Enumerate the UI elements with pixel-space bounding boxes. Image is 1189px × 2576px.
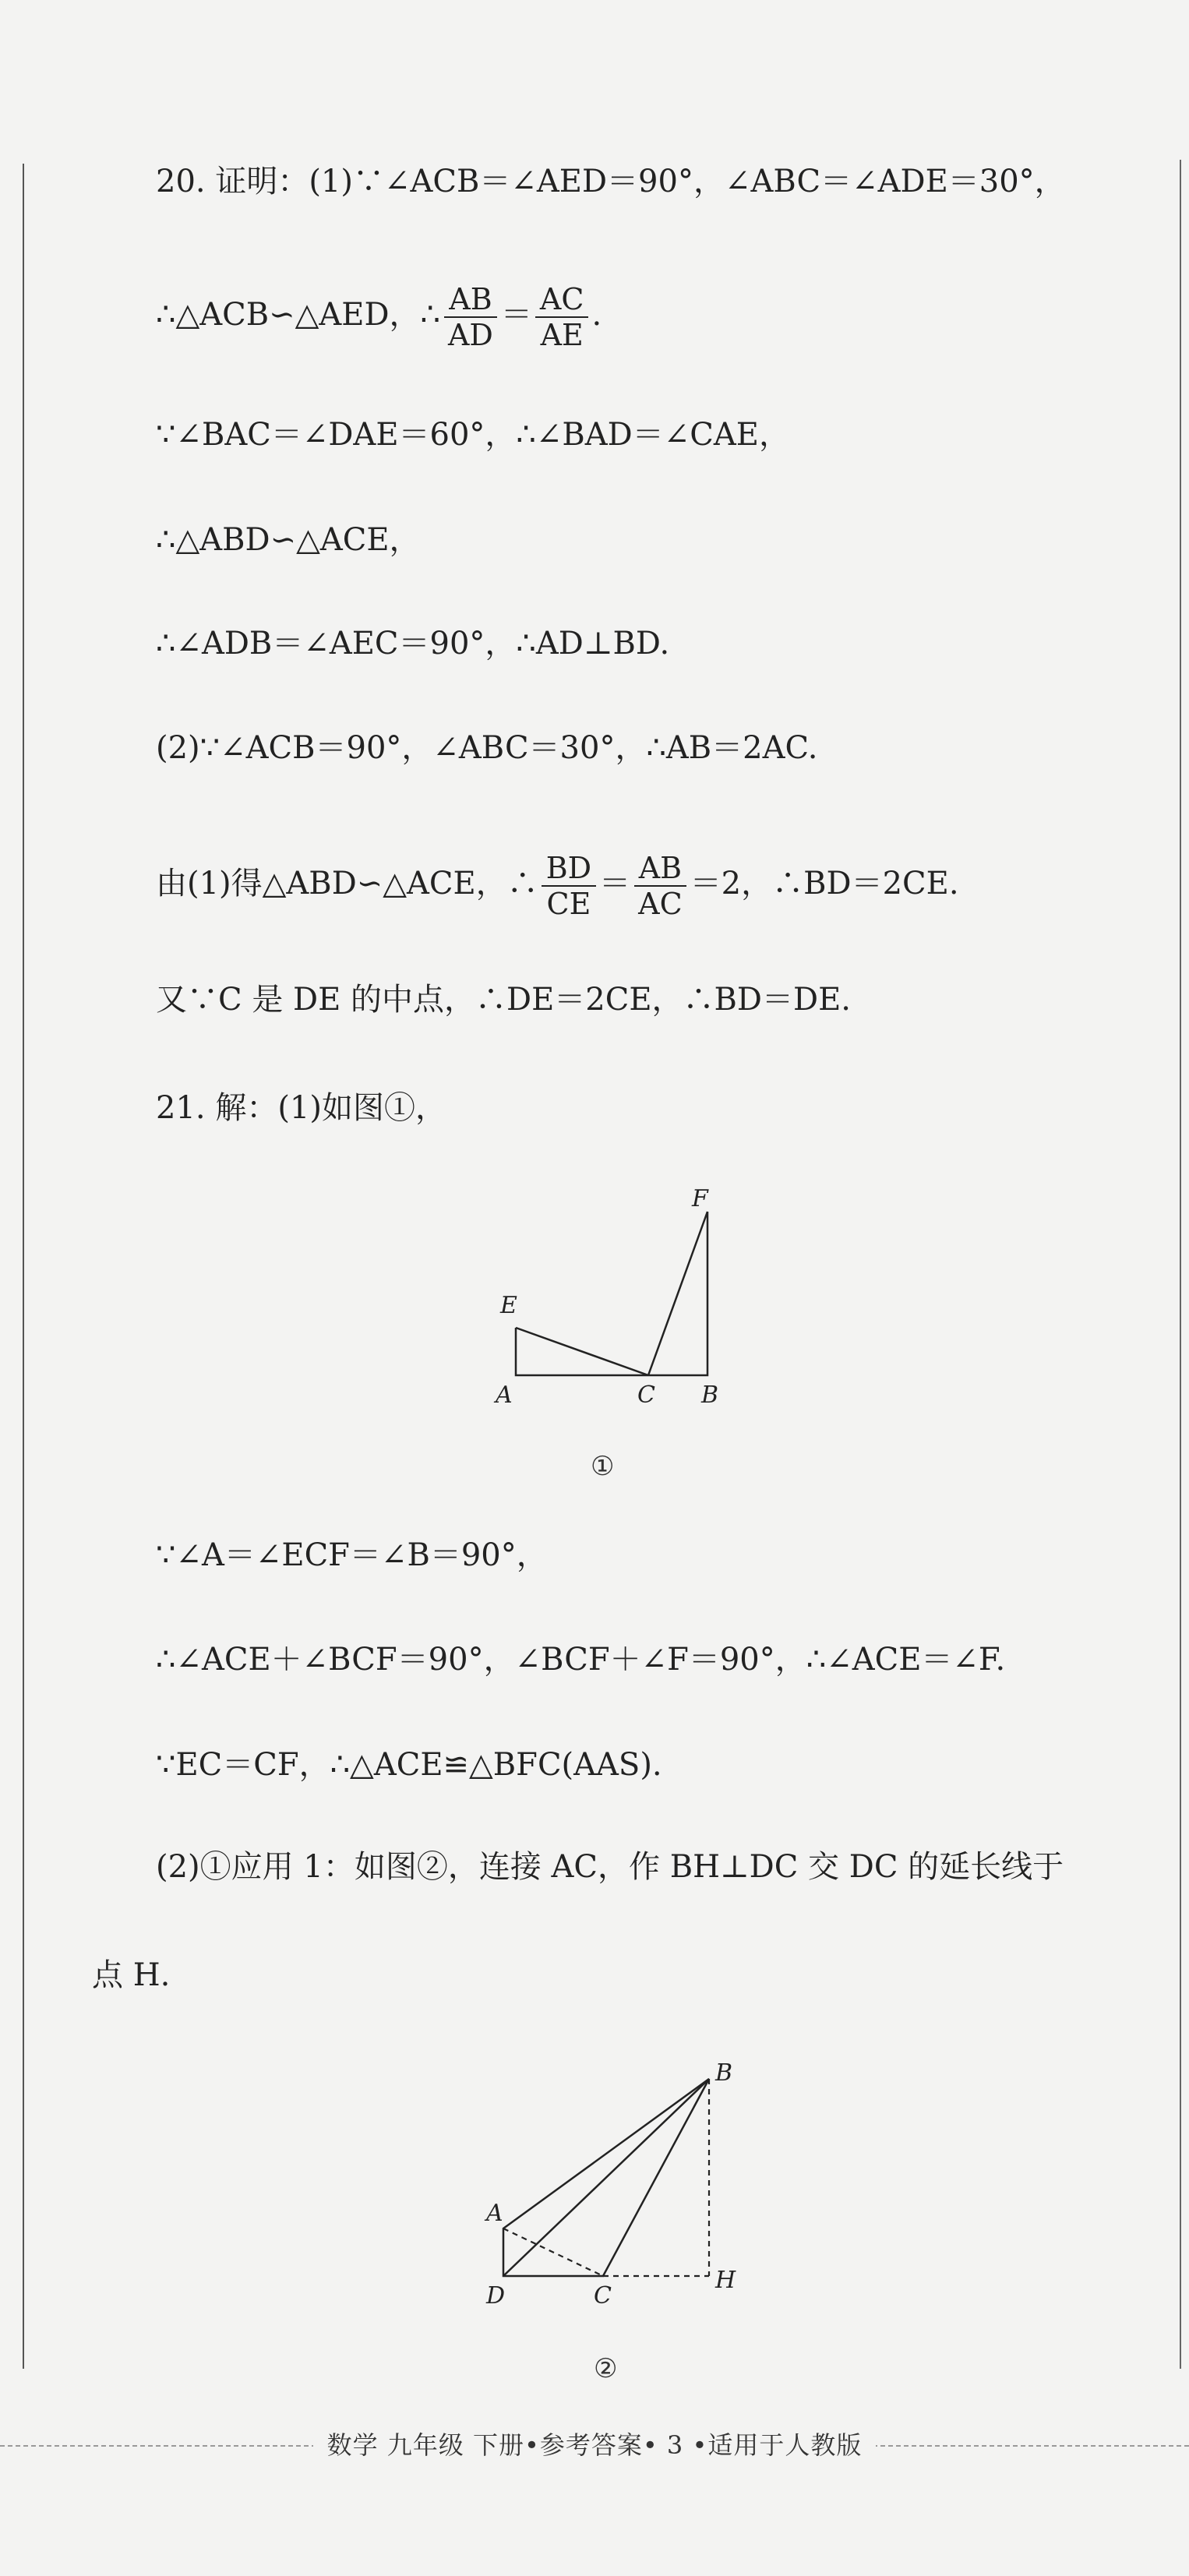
label-d: D: [486, 2282, 506, 2306]
numerator: AB: [634, 851, 686, 887]
right-margin-line: [1180, 160, 1181, 2369]
fraction-ab-ad: [443, 282, 498, 352]
numerator: AB: [444, 282, 496, 318]
fraction-ac-ae: [535, 282, 589, 352]
denominator: AE: [540, 318, 584, 352]
equals-sign: ＝: [599, 866, 631, 902]
solution-line-14: 点 H.: [92, 1957, 171, 1993]
proof-line-7: [156, 851, 959, 921]
solution-line-21: 21. 解：(1)如图①，: [156, 1090, 446, 1126]
left-margin-line: [23, 164, 24, 2369]
solution-line-13: (2)①应用 1：如图②，连接 AC，作 BH⊥DC 交 DC 的延长线于: [156, 1849, 1064, 1885]
segment-ec: [516, 1328, 648, 1375]
footer-text: 数学 九年级 下册•参考答案• 3 •适用于人教版: [313, 2430, 877, 2460]
fraction-bd-ce: [542, 851, 596, 921]
figure-1: [483, 1180, 732, 1417]
solution-line-12: ∵EC＝CF，∴△ACE≌△BFC(AAS).: [156, 1747, 662, 1783]
numerator: AC: [535, 282, 589, 318]
page-footer: [0, 2423, 1189, 2467]
proof-line-6: (2)∵∠ACB＝90°，∠ABC＝30°，∴AB＝2AC.: [156, 730, 818, 766]
solution-line-11: ∴∠ACE＋∠BCF＝90°，∠BCF＋∠F＝90°，∴∠ACE＝∠F.: [156, 1642, 1006, 1678]
fraction-ab-ac: [633, 851, 687, 921]
label-c: C: [594, 2282, 612, 2306]
proof-line-8: 又∵C 是 DE 的中点，∴DE＝2CE，∴BD＝DE.: [156, 982, 851, 1018]
denominator: CE: [546, 887, 591, 921]
segment-ac-dashed: [503, 2228, 603, 2276]
denominator: AD: [447, 318, 493, 352]
proof-line-7-tail: ＝2，∴BD＝2CE.: [690, 866, 959, 902]
equals-sign: ＝: [500, 297, 532, 333]
label-c: C: [637, 1382, 655, 1409]
proof-line-3: ∵∠BAC＝∠DAE＝60°，∴∠BAD＝∠CAE，: [156, 417, 790, 453]
proof-line-4: ∴△ABD∽△ACE，: [156, 522, 421, 558]
figure-1-caption: ①: [591, 1451, 615, 1482]
period: .: [591, 297, 602, 333]
proof-line-7-text: 由(1)得△ABD∽△ACE，∴: [156, 866, 538, 902]
numerator: BD: [542, 851, 596, 887]
segment-db: [503, 2079, 709, 2276]
solution-line-10: ∵∠A＝∠ECF＝∠B＝90°，: [156, 1537, 548, 1573]
segment-cf: [648, 1212, 707, 1375]
figure-2-caption: ②: [594, 2353, 618, 2384]
proof-line-2-text: ∴△ACB∽△AED，∴: [156, 297, 440, 333]
figure-2: [467, 2049, 764, 2310]
label-f: F: [692, 1185, 708, 1212]
label-b: B: [715, 2059, 733, 2087]
label-h: H: [715, 2267, 736, 2294]
label-e: E: [500, 1292, 517, 1319]
label-b: B: [701, 1382, 719, 1409]
label-a: A: [486, 2200, 503, 2227]
proof-line-1: 20. 证明：(1)∵∠ACB＝∠AED＝90°，∠ABC＝∠ADE＝30°，: [156, 164, 1066, 199]
proof-line-2: [156, 282, 602, 352]
label-a: A: [496, 1382, 513, 1409]
denominator: AC: [638, 887, 683, 921]
proof-line-5: ∴∠ADB＝∠AEC＝90°，∴AD⊥BD.: [156, 626, 670, 662]
